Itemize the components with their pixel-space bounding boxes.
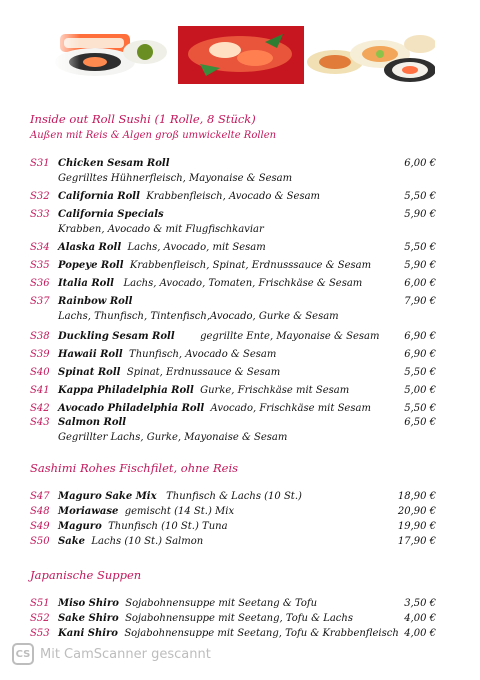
item-name: Avocado Philadelphia Roll: [58, 403, 205, 414]
item-name: Salmon Roll: [58, 417, 127, 428]
item-name: California Specials: [58, 209, 164, 220]
item-code: S53: [30, 628, 50, 639]
item-name: Miso Shiro: [58, 598, 119, 609]
item-description: Thunfisch, Avocado & Sesam: [129, 349, 277, 360]
item-description: Krabbenfleisch, Spinat, Erdnusssauce & Sesam: [129, 260, 372, 271]
item-code: S42: [30, 403, 50, 414]
item-name: Kani Shiro: [58, 628, 118, 639]
item-name: Sake: [58, 536, 85, 547]
item-description: Avocado, Frischkäse mit Sesam: [210, 403, 371, 414]
item-name: California Roll: [58, 191, 140, 202]
item-name: Duckling Sesam Roll: [58, 331, 175, 342]
item-price: 5,50 €: [404, 403, 436, 414]
item-price: 20,90 €: [397, 506, 436, 517]
item-code: S47: [30, 491, 50, 502]
item-price: 5,50 €: [404, 191, 436, 202]
item-price: 7,90 €: [404, 296, 436, 307]
item-price: 4,00 €: [404, 613, 436, 624]
item-name: Popeye Roll: [58, 260, 124, 271]
section-title: Inside out Roll Sushi (1 Rolle, 8 Stück): [30, 112, 256, 126]
item-description: Lachs, Avocado, Tomaten, Frischkäse & Sesam: [123, 278, 363, 289]
item-code: S33: [30, 209, 50, 220]
item-code: S32: [30, 191, 50, 202]
item-price: 3,50 €: [404, 598, 436, 609]
item-price: 5,90 €: [404, 260, 436, 271]
item-name: Alaska Roll: [58, 242, 122, 253]
item-price: 17,90 €: [397, 536, 436, 547]
item-description: Sojabohnensuppe mit Seetang, Tofu & Krabbenfleisch: [124, 628, 399, 639]
item-code: S36: [30, 278, 50, 289]
item-price: 6,00 €: [404, 158, 436, 169]
item-description: Gurke, Frischkäse mit Sesam: [200, 385, 350, 396]
item-description: Sojabohnensuppe mit Seetang, Tofu & Lachs: [125, 613, 353, 624]
item-price: 6,90 €: [404, 349, 436, 360]
item-description: Krabbenfleisch, Avocado & Sesam: [146, 191, 321, 202]
item-price: 5,90 €: [404, 209, 436, 220]
item-description: Lachs (10 St.) Salmon: [91, 536, 204, 547]
item-description: Thunfisch (10 St.) Tuna: [108, 521, 228, 532]
item-name: Italia Roll: [58, 278, 114, 289]
item-price: 5,50 €: [404, 242, 436, 253]
item-description: Spinat, Erdnussauce & Sesam: [126, 367, 281, 378]
section-subtitle: Außen mit Reis & Algen groß umwickelte Rollen: [30, 130, 277, 141]
item-code: S41: [30, 385, 50, 396]
item-name: Kappa Philadelphia Roll: [58, 385, 194, 396]
item-price: 4,00 €: [404, 628, 436, 639]
item-price: 6,90 €: [404, 331, 436, 342]
item-price: 6,50 €: [404, 417, 436, 428]
item-description: gegrillte Ente, Mayonaise & Sesam: [200, 331, 380, 342]
item-description: Thunfisch & Lachs (10 St.): [166, 491, 302, 502]
item-description: Gegrilltes Hühnerfleisch, Mayonaise & Sesam: [58, 173, 293, 184]
item-code: S31: [30, 158, 50, 169]
item-code: S50: [30, 536, 50, 547]
item-price: 6,00 €: [404, 278, 436, 289]
camscanner-text: Mit CamScanner gescannt: [40, 646, 211, 662]
item-price: 5,50 €: [404, 367, 436, 378]
item-code: S40: [30, 367, 50, 378]
item-code: S51: [30, 598, 50, 609]
item-description: Gegrillter Lachs, Gurke, Mayonaise & Sesam: [58, 432, 288, 443]
item-code: S39: [30, 349, 50, 360]
item-description: Lachs, Avocado, mit Sesam: [127, 242, 266, 253]
item-code: S48: [30, 506, 50, 517]
item-code: S49: [30, 521, 50, 532]
item-code: S38: [30, 331, 50, 342]
item-name: Moriawase: [58, 506, 119, 517]
item-name: Hawaii Roll: [58, 349, 123, 360]
item-description: Lachs, Thunfisch, Tintenfisch,Avocado, Gurke & Sesam: [58, 311, 339, 322]
item-price: 19,90 €: [397, 521, 436, 532]
section-title: Japanische Suppen: [30, 568, 142, 582]
item-code: S43: [30, 417, 50, 428]
camscanner-watermark: [12, 642, 211, 666]
item-name: Spinat Roll: [58, 367, 121, 378]
item-name: Maguro Sake Mix: [58, 491, 157, 502]
item-name: Rainbow Roll: [58, 296, 133, 307]
camscanner-logo-icon: CS: [12, 643, 34, 665]
section-title: Sashimi Rohes Fischfilet, ohne Reis: [30, 461, 239, 475]
item-code: S37: [30, 296, 50, 307]
item-name: Maguro: [58, 521, 102, 532]
item-price: 5,00 €: [404, 385, 436, 396]
item-name: Sake Shiro: [58, 613, 119, 624]
item-name: Chicken Sesam Roll: [58, 158, 170, 169]
item-code: S52: [30, 613, 50, 624]
item-code: S34: [30, 242, 50, 253]
item-description: Krabben, Avocado & mit Flugfischkaviar: [58, 224, 264, 235]
item-description: Sojabohnensuppe mit Seetang & Tofu: [125, 598, 318, 609]
item-code: S35: [30, 260, 50, 271]
item-description: gemischt (14 St.) Mix: [124, 506, 235, 517]
item-price: 18,90 €: [397, 491, 436, 502]
